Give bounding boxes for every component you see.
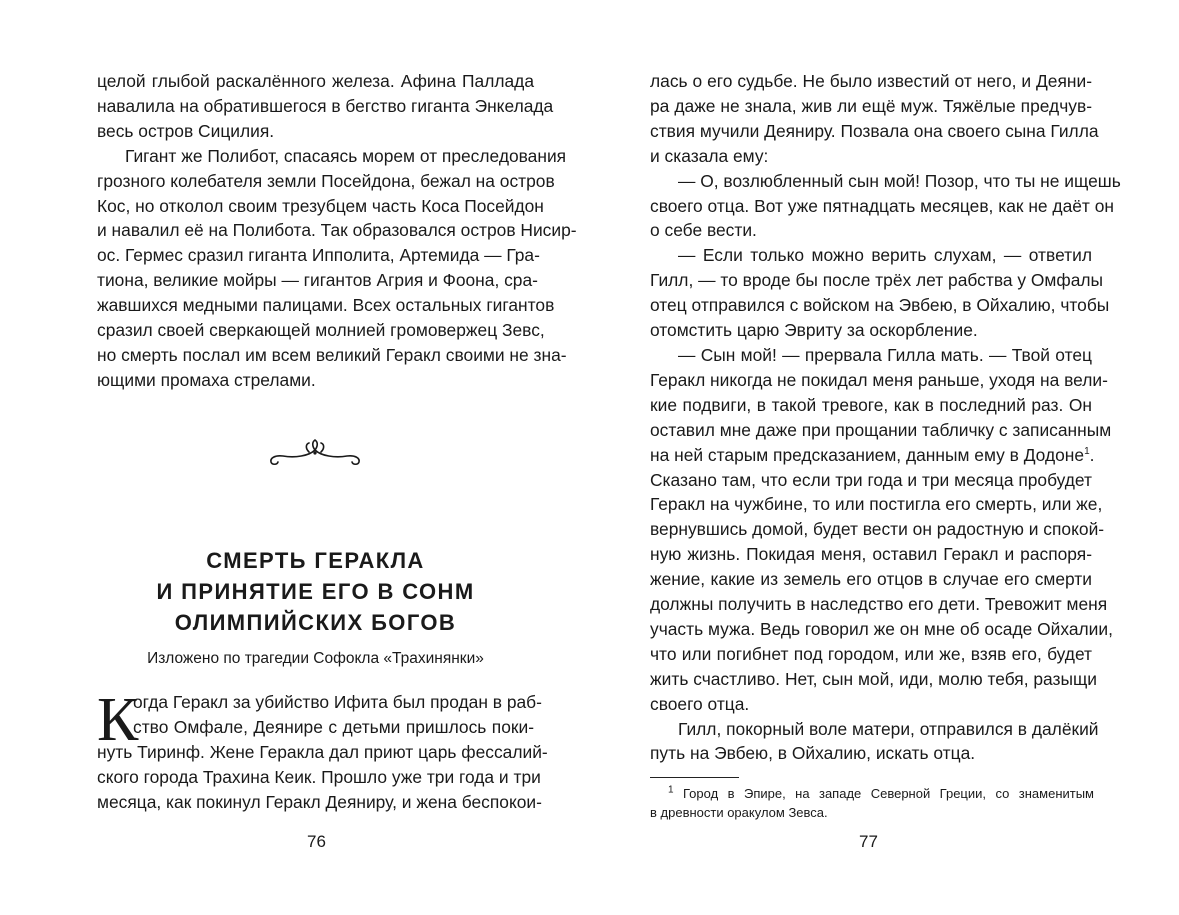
footnote-rule xyxy=(650,777,739,778)
text-line: но смерть послал им всем великий Геракл своими не зна- xyxy=(97,344,567,365)
text-line: своего отца. xyxy=(650,693,750,714)
footnote xyxy=(650,784,1094,822)
text-line: ос. Гермес сразил гиганта Ипполита, Артемида — Гра- xyxy=(97,245,540,266)
text-line: жение, какие из земель его отцов в случае его смерти xyxy=(650,569,1092,590)
text-line: жавшихся медными палицами. Всех остальных гигантов xyxy=(97,295,555,316)
ornament-divider xyxy=(265,438,365,468)
text-line: и сказала ему: xyxy=(650,145,769,166)
chapter-heading xyxy=(97,545,534,638)
text-line: ствия мучили Деяниру. Позвала она своего сына Гилла xyxy=(650,120,1099,141)
text-line: ство Омфале, Деянире с детьми пришлось поки- xyxy=(133,716,534,737)
text-line: ского города Трахина Кеик. Прошло уже три года и три xyxy=(97,766,541,787)
text-line: — О, возлюбленный сын мой! Позор, что ты не ищешь xyxy=(678,170,1121,191)
footnote-text: Город в Эпире, на западе Северной Греции, со знаменитым xyxy=(683,786,1094,801)
left-page-text xyxy=(97,69,577,393)
text-fragment: . xyxy=(1089,444,1095,465)
footnote-reference[interactable]: 1 xyxy=(1084,445,1090,457)
footnote-marker: 1 xyxy=(668,784,674,796)
text-line: нуть Тиринф. Жене Геракла дал приют царь фессалий- xyxy=(97,741,548,762)
text-fragment: на ней старым предсказанием, данным ему в Додоне xyxy=(650,444,1085,465)
heading-line: ОЛИМПИЙСКИХ БОГОВ xyxy=(174,610,457,635)
paragraph xyxy=(97,69,554,144)
drop-cap: К xyxy=(97,686,139,754)
text-line: месяца, как покинул Геракл Деяниру, и жена беспокои- xyxy=(97,791,542,812)
text-line: весь остров Сицилия. xyxy=(97,120,275,141)
chapter-opening xyxy=(97,686,548,815)
text-line: — Сын мой! — прервала Гилла мать. — Твой отец xyxy=(678,344,1092,365)
heading-line: СМЕРТЬ ГЕРАКЛА xyxy=(206,548,425,573)
chapter-subtitle: Изложено по трагедии Софокла «Трахинянки» xyxy=(147,650,484,667)
text-line: должны получить в наследство его дети. Тревожит меня xyxy=(650,594,1108,615)
right-page xyxy=(589,0,1179,915)
text-line: тиона, великие мойры — гигантов Агрия и Фоона, сра- xyxy=(97,270,538,291)
right-page-text xyxy=(650,69,1121,766)
text-line: целой глыбой раскалённого железа. Афина Паллада xyxy=(97,71,534,91)
text-line: ющими промаха стрелами. xyxy=(97,369,316,390)
heading-line: И ПРИНЯТИЕ ЕГО В СОНМ xyxy=(156,579,475,604)
text-line: навалила на обратившегося в бегство гиганта Энкелада xyxy=(97,95,554,116)
text-line: Сказано там, что если три года и три месяца пробудет xyxy=(650,469,1092,490)
text-line: ную жизнь. Покидая меня, оставил Геракл и распоря- xyxy=(650,544,1092,565)
page-number: 77 xyxy=(859,832,878,851)
text-line: лась о его судьбе. Не было известий от него, и Деяни- xyxy=(650,71,1092,91)
text-line: путь на Эвбею, в Ойхалию, искать отца. xyxy=(650,743,976,764)
text-line: кие подвиги, в такой тревоге, как в последний раз. Он xyxy=(650,394,1092,415)
text-line: отомстить царю Эвриту за оскорбление. xyxy=(650,320,978,341)
text-line: о себе вести. xyxy=(650,220,757,241)
footnote-line: в древности оракулом Зевса. xyxy=(650,805,828,820)
text-line: отец отправился с войском на Эвбею, в Ойхалию, чтобы xyxy=(650,295,1110,316)
text-line-with-footnote xyxy=(650,443,1095,468)
text-line: что или погибнет под городом, или же, взяв его, будет xyxy=(650,643,1092,664)
text-line: грозного колебателя земли Посейдона, бежал на остров xyxy=(97,170,555,191)
text-line: сразил своей сверкающей молнией громовержец Зевс, xyxy=(97,320,545,341)
text-line: и навалил её на Полибота. Так образовался остров Нисир- xyxy=(97,220,577,241)
text-line: Геракл никогда не покидал меня раньше, уходя на вели- xyxy=(650,369,1108,390)
text-line: Кос, но отколол своим трезубцем часть Коса Посейдон xyxy=(97,195,544,216)
text-line: жить счастливо. Нет, сын мой, иди, молю тебя, разыщи xyxy=(650,668,1097,689)
text-line: огда Геракл за убийство Ифита был продан в раб- xyxy=(133,692,542,712)
text-line: вернувшись домой, будет вести он радостную и спокой- xyxy=(650,519,1105,540)
footnote-line xyxy=(650,784,1094,803)
text-line: — Если только можно верить слухам, — ответил xyxy=(678,245,1092,266)
text-line: Геракл на чужбине, то или постигла его смерть, или же, xyxy=(650,494,1103,515)
text-line: Гилл, покорный воле матери, отправился в далёкий xyxy=(678,718,1099,739)
text-line: участь мужа. Ведь говорил же он мне об осаде Ойхалии, xyxy=(650,618,1113,639)
text-line: оставил мне даже при прощании табличку с записанным xyxy=(650,419,1112,440)
text-line: Гигант же Полибот, спасаясь морем от преследования xyxy=(125,145,567,166)
text-line: ра даже не знала, жив ли ещё муж. Тяжёлые предчув- xyxy=(650,95,1092,116)
paragraph xyxy=(97,144,577,393)
page-number: 76 xyxy=(307,832,326,851)
text-line: Гилл, — то вроде бы после трёх лет рабства у Омфалы xyxy=(650,270,1104,291)
text-line: своего отца. Вот уже пятнадцать месяцев, как не даёт он xyxy=(650,195,1114,216)
left-page xyxy=(0,0,589,915)
